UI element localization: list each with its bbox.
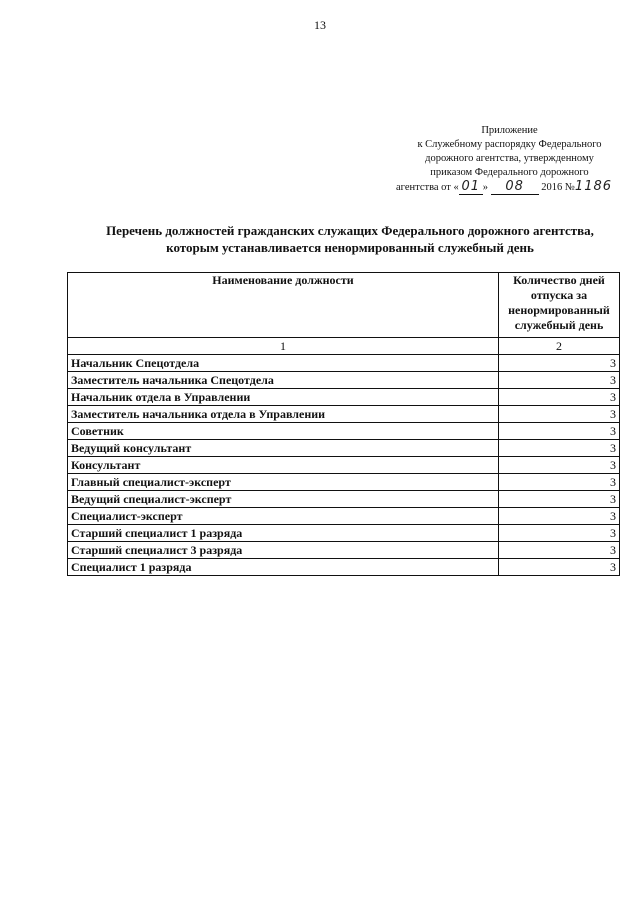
- vacation-days-cell: 3: [499, 559, 620, 576]
- table-row: [68, 355, 620, 372]
- position-name-cell: Начальник Спецотдела: [68, 355, 499, 372]
- header-vacation-days: Количество дней отпуска за ненормированный служебный день: [499, 273, 620, 338]
- position-name-cell: Заместитель начальника Спецотдела: [68, 372, 499, 389]
- vacation-days-cell: 3: [499, 525, 620, 542]
- table-row: [68, 457, 620, 474]
- column-number-row: [68, 338, 620, 355]
- vacation-days-cell: 3: [499, 355, 620, 372]
- order-month: 08: [491, 180, 539, 195]
- position-name-cell: Заместитель начальника отдела в Управлении: [68, 406, 499, 423]
- column-number-1: 1: [68, 338, 499, 355]
- positions-table: [67, 272, 620, 576]
- vacation-days-cell: 3: [499, 423, 620, 440]
- vacation-days-cell: 3: [499, 457, 620, 474]
- position-name-cell: Начальник отдела в Управлении: [68, 389, 499, 406]
- appendix-line-2: к Служебному распорядку Федерального: [417, 139, 602, 150]
- vacation-days-cell: 3: [499, 474, 620, 491]
- position-name-cell: Ведущий консультант: [68, 440, 499, 457]
- vacation-days-cell: 3: [499, 389, 620, 406]
- position-name-cell: Советник: [68, 423, 499, 440]
- table-row: [68, 474, 620, 491]
- order-date-prefix: агентства от «: [396, 182, 459, 193]
- order-day: 01: [459, 180, 483, 195]
- document-title: [60, 222, 640, 256]
- position-name-cell: Консультант: [68, 457, 499, 474]
- table-row: [68, 491, 620, 508]
- position-name-cell: Ведущий специалист-эксперт: [68, 491, 499, 508]
- page-number: 13: [314, 18, 326, 32]
- appendix-line-4: приказом Федерального дорожного: [430, 167, 589, 178]
- table-header-row: [68, 273, 620, 338]
- order-date-line: [392, 180, 627, 195]
- vacation-days-cell: 3: [499, 491, 620, 508]
- appendix-title: Приложение: [481, 125, 538, 136]
- vacation-days-cell: 3: [499, 542, 620, 559]
- appendix-block: [392, 124, 627, 195]
- document-title-line-1: Перечень должностей гражданских служащих Федерального дорожного агентства,: [106, 223, 594, 238]
- position-name-cell: Старший специалист 3 разряда: [68, 542, 499, 559]
- table-row: [68, 372, 620, 389]
- position-name-cell: Специалист 1 разряда: [68, 559, 499, 576]
- vacation-days-cell: 3: [499, 508, 620, 525]
- table-row: [68, 406, 620, 423]
- table-row: [68, 389, 620, 406]
- document-title-line-2: которым устанавливается ненормированный служебный день: [166, 240, 534, 255]
- position-name-cell: Главный специалист-эксперт: [68, 474, 499, 491]
- vacation-days-cell: 3: [499, 406, 620, 423]
- appendix-line-3: дорожного агентства, утвержденному: [425, 153, 594, 164]
- table-row: [68, 440, 620, 457]
- table-row: [68, 508, 620, 525]
- table-row: [68, 525, 620, 542]
- table-row: [68, 559, 620, 576]
- column-number-2: 2: [499, 338, 620, 355]
- order-number: 1186: [574, 179, 613, 194]
- vacation-days-cell: 3: [499, 440, 620, 457]
- header-position-name: Наименование должности: [68, 273, 499, 338]
- order-date-mid: »: [482, 182, 491, 193]
- vacation-days-cell: 3: [499, 372, 620, 389]
- position-name-cell: Специалист-эксперт: [68, 508, 499, 525]
- table-row: [68, 423, 620, 440]
- table-row: [68, 542, 620, 559]
- order-year: 2016 №: [541, 182, 575, 193]
- position-name-cell: Старший специалист 1 разряда: [68, 525, 499, 542]
